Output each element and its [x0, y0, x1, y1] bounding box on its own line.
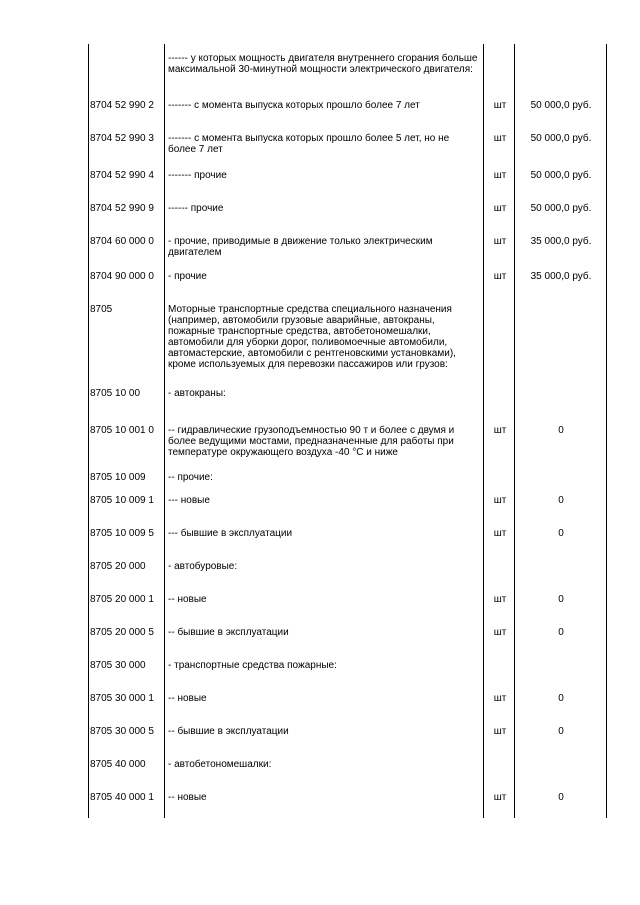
column-divider	[514, 44, 515, 818]
tnved-code: 8705 20 000 1	[90, 594, 154, 605]
goods-description: -- прочие:	[168, 472, 213, 483]
tnved-code: 8705 30 000 5	[90, 726, 154, 737]
tnved-code: 8704 90 000 0	[90, 271, 154, 282]
unit-of-measure: шт	[493, 693, 507, 704]
duty-rate: 0	[558, 792, 564, 803]
tnved-code: 8705 10 009 5	[90, 528, 154, 539]
goods-description: ------ у которых мощность двигателя внутреннего сгорания больше максимальной 30-минутной мощности электрического двигателя:	[168, 53, 478, 75]
unit-of-measure: шт	[493, 726, 507, 737]
tnved-code: 8704 52 990 9	[90, 203, 154, 214]
duty-rate: 50 000,0 руб.	[530, 170, 592, 181]
goods-description: -- новые	[168, 594, 207, 605]
goods-description: -- новые	[168, 792, 207, 803]
unit-of-measure: шт	[493, 133, 507, 144]
goods-description: --- бывшие в эксплуатации	[168, 528, 293, 539]
goods-description: - автобетономешалки:	[168, 759, 272, 770]
column-divider	[88, 44, 89, 818]
unit-of-measure: шт	[493, 528, 507, 539]
goods-description: - автокраны:	[168, 388, 226, 399]
goods-description: -- бывшие в эксплуатации	[168, 627, 289, 638]
tnved-code: 8704 52 990 4	[90, 170, 154, 181]
duty-rate: 35 000,0 руб.	[530, 271, 592, 282]
column-divider	[606, 44, 607, 818]
tnved-code: 8705 30 000 1	[90, 693, 154, 704]
goods-description: -- гидравлические грузоподъемностью 90 т и более с двумя и более ведущими мостами, предназначенные для работы при температуре окружающего воздуха -40 °С и ниже	[168, 425, 455, 458]
goods-description: -- бывшие в эксплуатации	[168, 726, 289, 737]
tnved-code: 8705	[90, 304, 113, 315]
duty-rate: 0	[558, 594, 564, 605]
duty-rate: 50 000,0 руб.	[530, 100, 592, 111]
tnved-code: 8705 20 000 5	[90, 627, 154, 638]
tnved-code: 8705 30 000	[90, 660, 146, 671]
goods-description: - автобуровые:	[168, 561, 238, 572]
unit-of-measure: шт	[493, 425, 507, 436]
unit-of-measure: шт	[493, 495, 507, 506]
tnved-code: 8704 52 990 3	[90, 133, 154, 144]
duty-rate: 50 000,0 руб.	[530, 203, 592, 214]
goods-description: -- новые	[168, 693, 207, 704]
tnved-code: 8705 10 00	[90, 388, 141, 399]
goods-description: ------- с момента выпуска которых прошло более 7 лет	[168, 100, 420, 111]
duty-rate: 0	[558, 627, 564, 638]
goods-description: - прочие, приводимые в движение только электрическим двигателем	[168, 236, 433, 258]
goods-description: - транспортные средства пожарные:	[168, 660, 337, 671]
tnved-code: 8705 10 001 0	[90, 425, 154, 436]
unit-of-measure: шт	[493, 792, 507, 803]
goods-description: ------ прочие	[168, 203, 224, 214]
unit-of-measure: шт	[493, 100, 507, 111]
duty-rate: 35 000,0 руб.	[530, 236, 592, 247]
goods-description: ------- прочие	[168, 170, 227, 181]
unit-of-measure: шт	[493, 627, 507, 638]
unit-of-measure: шт	[493, 594, 507, 605]
duty-rate: 0	[558, 425, 564, 436]
duty-rate: 50 000,0 руб.	[530, 133, 592, 144]
tnved-code: 8704 52 990 2	[90, 100, 154, 111]
tnved-code: 8704 60 000 0	[90, 236, 154, 247]
goods-description: ------- с момента выпуска которых прошло более 5 лет, но не более 7 лет	[168, 133, 450, 155]
unit-of-measure: шт	[493, 271, 507, 282]
duty-rate: 0	[558, 528, 564, 539]
duty-rate: 0	[558, 726, 564, 737]
unit-of-measure: шт	[493, 170, 507, 181]
column-divider	[164, 44, 165, 818]
unit-of-measure: шт	[493, 236, 507, 247]
goods-description: - прочие	[168, 271, 207, 282]
goods-description: Моторные транспортные средства специального назначения (например, автомобили грузовые аварийные, автокраны, пожарные транспортные средства, автобетономешалки, автомобили для уборки дорог, поливомоечные автомобили, автомастерские, автомобили с рентгеновскими установками), кроме используемых для перевозки пассажиров или грузов:	[168, 304, 456, 370]
tnved-code: 8705 20 000	[90, 561, 146, 572]
tnved-code: 8705 40 000	[90, 759, 146, 770]
duty-rate: 0	[558, 495, 564, 506]
column-divider	[483, 44, 484, 818]
goods-description: --- новые	[168, 495, 210, 506]
duty-rate: 0	[558, 693, 564, 704]
tnved-code: 8705 40 000 1	[90, 792, 154, 803]
tnved-code: 8705 10 009	[90, 472, 146, 483]
tnved-code: 8705 10 009 1	[90, 495, 154, 506]
unit-of-measure: шт	[493, 203, 507, 214]
